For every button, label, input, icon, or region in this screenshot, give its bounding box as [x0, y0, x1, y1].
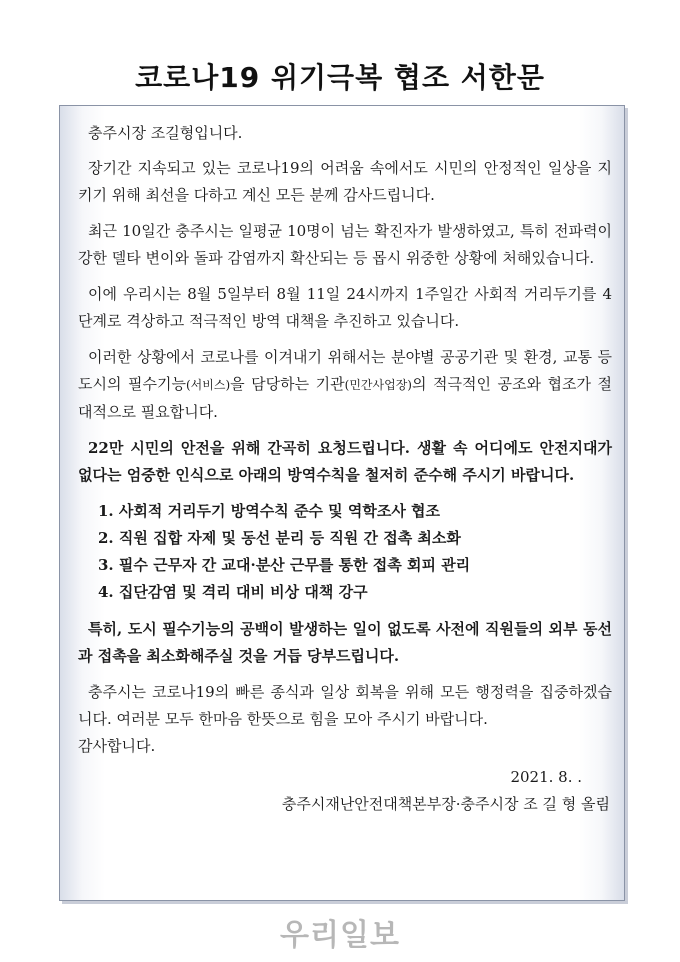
letter-signature: 충주시재난안전대책본부장·충주시장 조 길 형 올림 [281, 795, 610, 813]
paragraph-situation: 최근 10일간 충주시는 일평균 10명이 넘는 확진자가 발생하였고, 특히 전파력이 강한 델타 변이와 돌파 감염까지 확산되는 등 몹시 위중한 상황에 처해있습니다. [78, 222, 612, 267]
letter-body [59, 105, 625, 901]
paragraph-request: 22만 시민의 안전을 위해 간곡히 요청드립니다. 생활 속 어디에도 안전지대가 없다는 엄중한 인식으로 아래의 방역수칙을 철저히 준수해 주시기 바랍니다. [78, 439, 612, 484]
measure-item: 2. 직원 집합 자제 및 동선 분리 등 직원 간 접촉 최소화 [98, 529, 461, 547]
paragraph-cooperation [78, 344, 612, 426]
cooperation-note-private: (민간사업장) [344, 378, 412, 392]
measure-item: 3. 필수 근무자 간 교대·분산 근무를 통한 접촉 회피 관리 [98, 556, 471, 574]
paragraph-distancing-level: 이에 우리시는 8월 5일부터 8월 11일 24시까지 1주일간 사회적 거리두기를 4단계로 격상하고 적극적인 방역 대책을 추진하고 있습니다. [78, 285, 612, 330]
letter-date: 2021. 8. . [510, 768, 582, 786]
paragraph-commitment: 충주시는 코로나19의 빠른 종식과 일상 회복을 위해 모든 행정력을 집중하겠습니다. 여러분 모두 한마음 한뜻으로 힘을 모아 주시기 바랍니다. [78, 683, 612, 728]
paragraph-emphasis: 특히, 도시 필수기능의 공백이 발생하는 일이 없도록 사전에 직원들의 외부 동선과 접촉을 최소화해주실 것을 거듭 당부드립니다. [78, 620, 612, 665]
measures-list [78, 498, 612, 606]
publisher-watermark: 우리일보 [280, 918, 400, 953]
document-title: 코로나19 위기극복 협조 서한문 [135, 61, 545, 94]
cooperation-note-service: (서비스) [185, 378, 231, 392]
paragraph-gratitude: 장기간 지속되고 있는 코로나19의 어려움 속에서도 시민의 안정적인 일상을 지키기 위해 최선을 다하고 계신 모든 분께 감사드립니다. [78, 159, 612, 204]
cooperation-text-2: 을 담당하는 기관 [230, 375, 345, 393]
greeting: 충주시장 조길형입니다. [88, 124, 243, 142]
cooperation-text-1: 이러한 상황에서 코로나를 이겨내기 위해서는 분야별 공공기관 및 환경, 교통 등 도시의 필수기능 [78, 348, 612, 393]
measure-item: 4. 집단감염 및 격리 대비 비상 대책 강구 [98, 583, 368, 601]
measure-item: 1. 사회적 거리두기 방역수칙 준수 및 역학조사 협조 [98, 502, 441, 520]
cooperation-text-3: 의 적극적인 공조와 협조가 절대적으로 필요합니다. [78, 375, 613, 421]
closing-thanks: 감사합니다. [78, 737, 156, 755]
